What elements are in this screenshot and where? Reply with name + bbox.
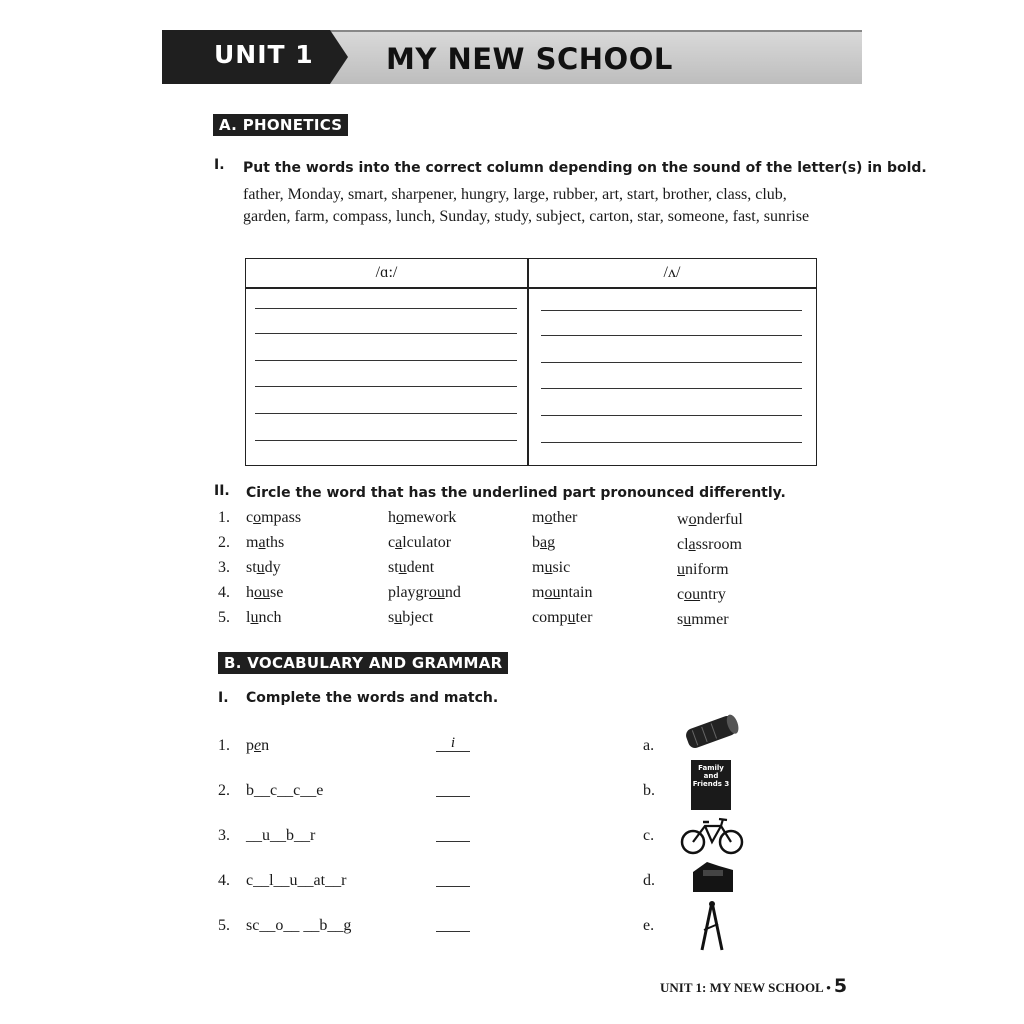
ex1-instruction: Put the words into the correct column depending on the sound of the letter(s) in bold. [243,160,927,176]
answer-line [541,335,802,336]
column-header-uh: /ʌ/ [663,264,681,281]
picture-letter: e. [643,917,655,934]
vocab-word-puzzle: pen [246,737,270,754]
column-header-a: /ɑ:/ [375,264,398,281]
vocab-item-number: 4. [218,872,230,889]
ex1-number: I. [214,157,225,173]
picture-letter: d. [643,872,655,889]
answer-line [255,386,517,387]
rubber-icon [680,712,742,752]
answer-line [255,333,517,334]
pronunciation-word[interactable]: compass [246,509,302,526]
pronunciation-word[interactable]: calculator [388,534,452,551]
answer-line [255,360,517,361]
pronunciation-word[interactable]: mother [532,509,578,526]
answer-line [541,310,802,311]
page-number: 5 [833,975,848,997]
section-b-heading: B. VOCABULARY AND GRAMMAR [218,652,508,674]
vocab-ex1-number: I. [218,690,229,706]
picture-letter: b. [643,782,655,799]
answer-line [541,442,802,443]
pronunciation-word[interactable]: country [677,586,726,603]
row-number: 4. [218,584,230,601]
bicycle-icon [679,816,745,856]
vocab-word-puzzle: __u__b__r [246,827,316,844]
footer-label: UNIT 1: MY NEW SCHOOL • [660,980,831,995]
compass-icon [698,900,726,954]
pronunciation-word[interactable]: homework [388,509,457,526]
pronunciation-word[interactable]: subject [388,609,434,626]
answer-line [541,388,802,389]
pronunciation-word[interactable]: house [246,584,284,601]
banner-chevron [330,30,348,84]
answer-blank[interactable] [436,870,470,887]
pronunciation-word[interactable]: mountain [532,584,593,601]
ex2-instruction: Circle the word that has the underlined part pronounced differently. [246,485,786,501]
pronunciation-word[interactable]: study [246,559,281,576]
unit-label: UNIT 1 [214,40,314,69]
answer-line [541,415,802,416]
unit-title: MY NEW SCHOOL [386,42,673,76]
pronunciation-word[interactable]: computer [532,609,593,626]
answer-line [541,362,802,363]
row-number: 1. [218,509,230,526]
pronunciation-word[interactable]: maths [246,534,285,551]
answer-line [255,308,517,309]
pronunciation-word[interactable]: bag [532,534,556,551]
row-number: 2. [218,534,230,551]
answer-line [255,413,517,414]
row-number: 5. [218,609,230,626]
pronunciation-word[interactable]: playground [388,584,461,601]
pronunciation-word[interactable]: uniform [677,561,729,578]
vocab-item-number: 1. [218,737,230,754]
book-cover-text: Family and Friends 3 [692,764,730,788]
picture-letter: a. [643,737,655,754]
pronunciation-word[interactable]: classroom [677,536,742,553]
sharpener-icon [689,858,737,898]
picture-letter: c. [643,827,655,844]
book-icon [691,760,731,810]
answer-blank[interactable] [436,915,470,932]
ex1-word-list: father, Monday, smart, sharpener, hungry, large, rubber, art, start, brother, class, club, garden, farm, compass, lunch, Sunday, study, subject, carton, star, someone, fast, sunrise [243,186,810,225]
answer-line [255,440,517,441]
vocab-item-number: 5. [218,917,230,934]
pronunciation-word[interactable]: lunch [246,609,282,626]
ex2-number: II. [214,483,230,499]
pronunciation-word[interactable]: wonderful [677,511,743,528]
pronunciation-word[interactable]: student [388,559,435,576]
row-number: 3. [218,559,230,576]
vocab-item-number: 2. [218,782,230,799]
answer-blank[interactable] [436,825,470,842]
answer-blank[interactable] [436,780,470,797]
unit-banner [162,30,862,84]
vocab-item-number: 3. [218,827,230,844]
pronunciation-word[interactable]: music [532,559,571,576]
section-a-heading: A. PHONETICS [213,114,348,136]
page-footer [660,975,847,997]
vocab-ex1-instruction: Complete the words and match. [246,690,499,706]
answer-blank[interactable]: i [436,735,470,752]
vocab-word-puzzle: sc__o__ __b__g [246,917,352,934]
pronunciation-word[interactable]: summer [677,611,729,628]
vocab-word-puzzle: c__l__u__at__r [246,872,347,889]
vocab-word-puzzle: b__c__c__e [246,782,324,799]
